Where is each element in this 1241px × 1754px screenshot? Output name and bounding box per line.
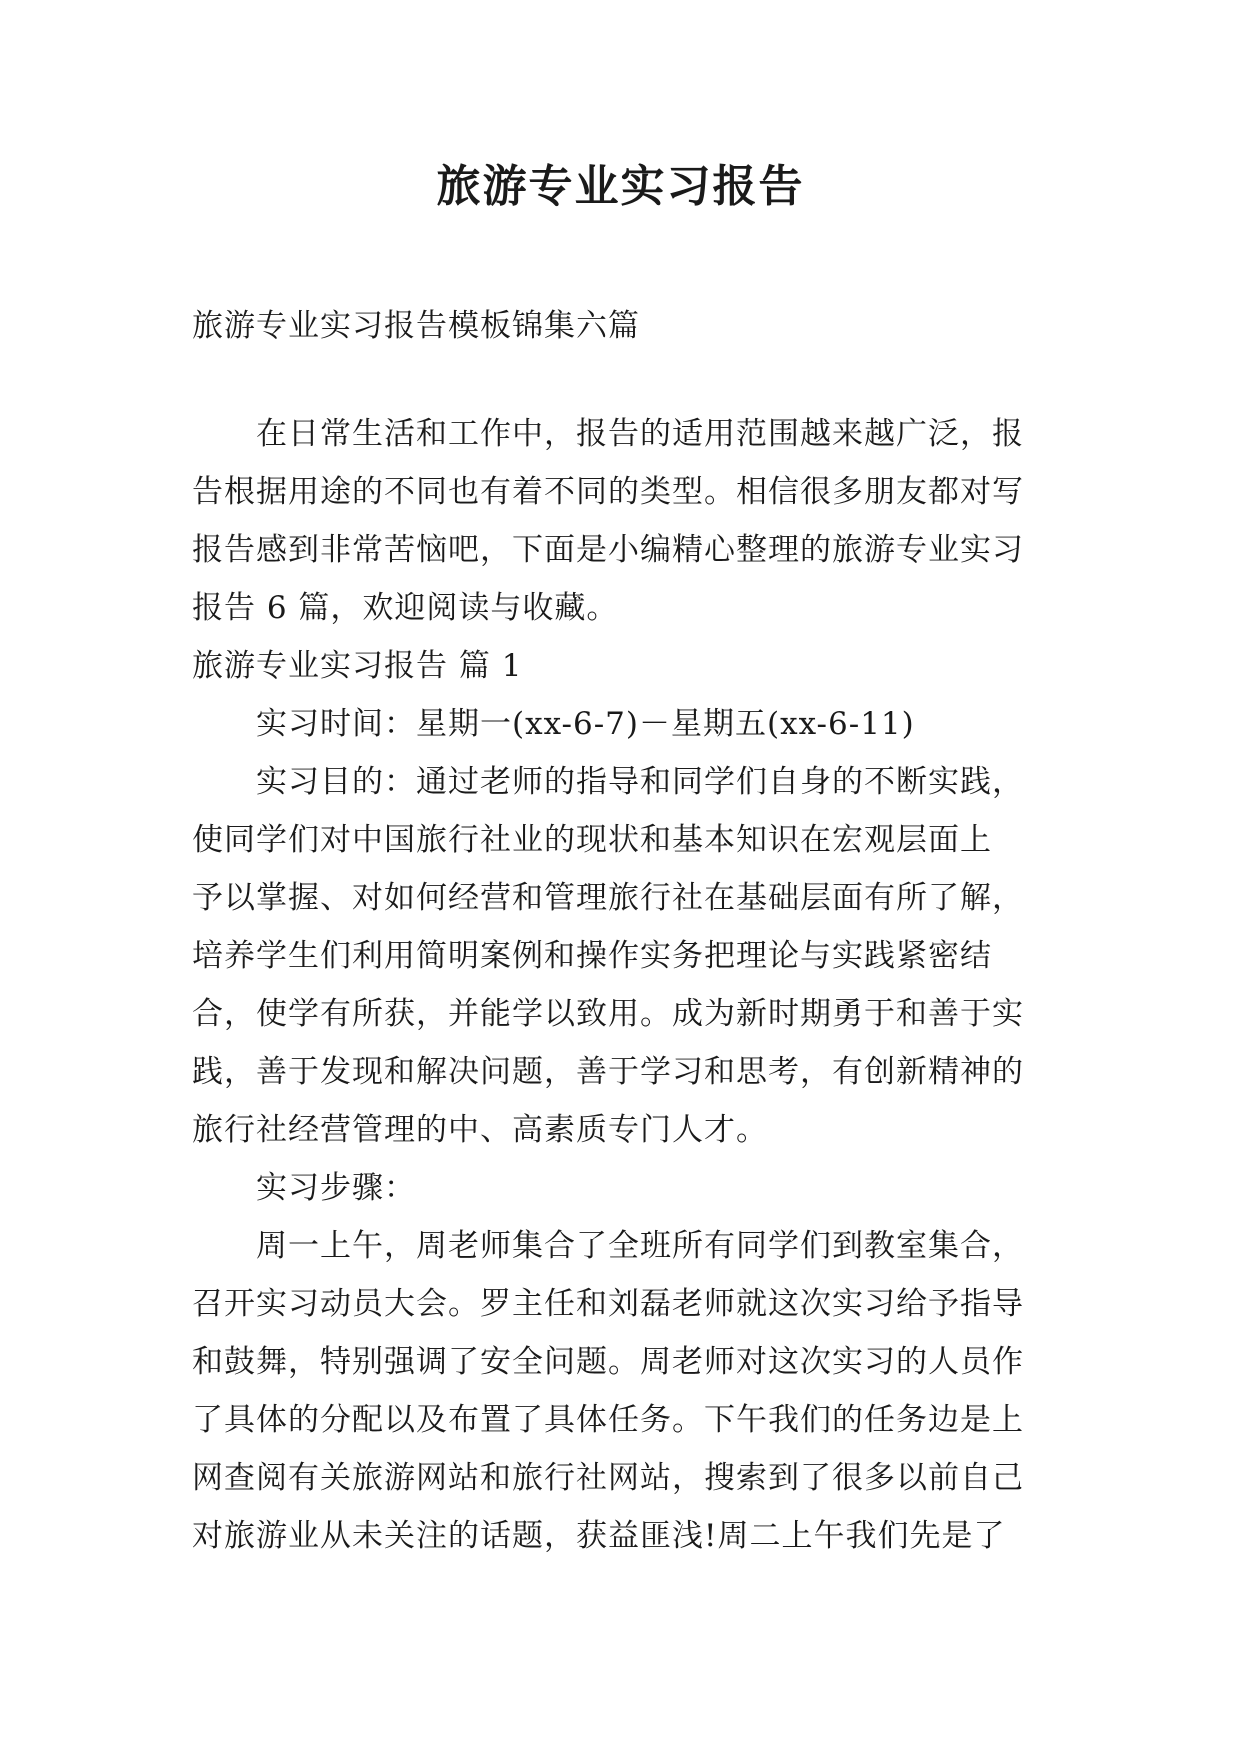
paragraph-line: 实习时间：星期一(xx-6-7)－星期五(xx-6-11) [256, 706, 915, 742]
paragraph-line: 合，使学有所获，并能学以致用。成为新时期勇于和善于实 [192, 996, 1024, 1032]
paragraph-line: 报告 6 篇，欢迎阅读与收藏。 [192, 590, 619, 626]
paragraph-line: 告根据用途的不同也有着不同的类型。相信很多朋友都对写 [192, 474, 1024, 510]
document-subtitle: 旅游专业实习报告模板锦集六篇 [192, 308, 640, 344]
paragraph-line: 网查阅有关旅游网站和旅行社网站，搜索到了很多以前自己 [192, 1460, 1024, 1496]
paragraph-line: 周一上午，周老师集合了全班所有同学们到教室集合， [256, 1228, 1024, 1264]
paragraph-line: 和鼓舞，特别强调了安全问题。周老师对这次实习的人员作 [192, 1344, 1024, 1380]
paragraph-line: 旅行社经营管理的中、高素质专门人才。 [192, 1112, 768, 1148]
paragraph-line: 实习步骤： [256, 1170, 416, 1206]
paragraph-line: 实习目的：通过老师的指导和同学们自身的不断实践， [256, 764, 1024, 800]
paragraph-line: 予以掌握、对如何经营和管理旅行社在基础层面有所了解， [192, 880, 1024, 916]
paragraph-line: 践，善于发现和解决问题，善于学习和思考，有创新精神的 [192, 1054, 1024, 1090]
paragraph-line: 在日常生活和工作中，报告的适用范围越来越广泛，报 [256, 416, 1024, 452]
paragraph-line: 了具体的分配以及布置了具体任务。下午我们的任务边是上 [192, 1402, 1024, 1438]
paragraph-line: 培养学生们利用简明案例和操作实务把理论与实践紧密结 [192, 938, 992, 974]
paragraph-line: 报告感到非常苦恼吧，下面是小编精心整理的旅游专业实习 [192, 532, 1024, 568]
paragraph-line: 对旅游业从未关注的话题，获益匪浅!周二上午我们先是了 [192, 1518, 1006, 1554]
paragraph-line: 使同学们对中国旅行社业的现状和基本知识在宏观层面上 [192, 822, 992, 858]
paragraph-line: 召开实习动员大会。罗主任和刘磊老师就这次实习给予指导 [192, 1286, 1024, 1322]
section-heading: 旅游专业实习报告 篇 1 [192, 648, 523, 684]
document-title: 旅游专业实习报告 [436, 161, 805, 212]
